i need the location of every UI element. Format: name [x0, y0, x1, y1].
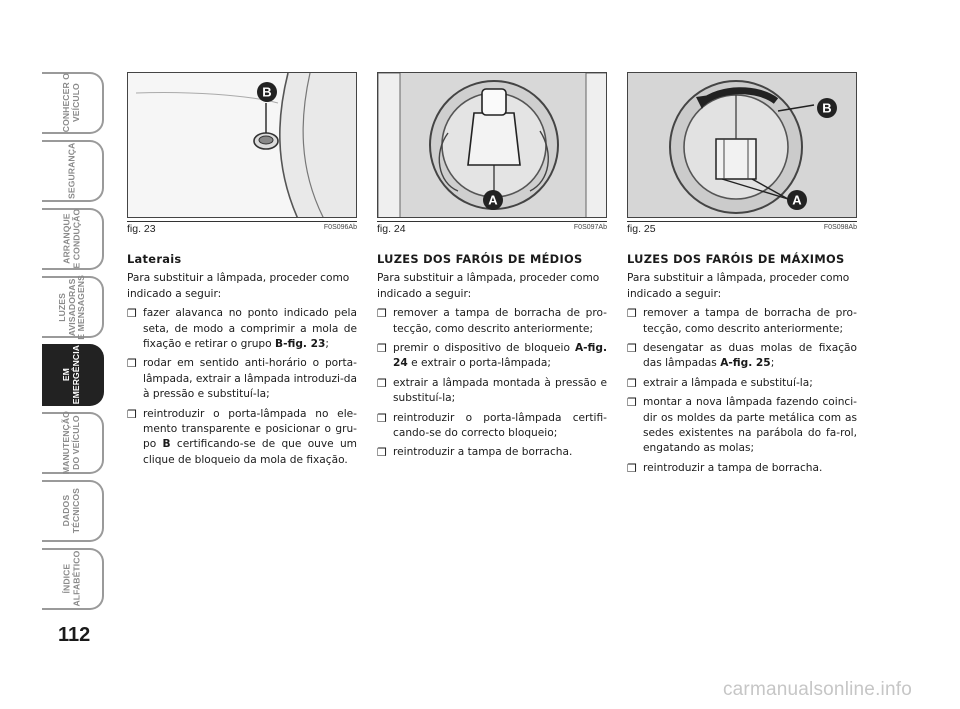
- list-item: [377, 445, 607, 460]
- figure-label: fig. 23: [127, 223, 156, 235]
- section-intro: Para substituir a lâmpada, proceder como indicado a seguir:: [377, 272, 600, 300]
- side-light-illustration: [128, 73, 357, 218]
- checkbox-bullet-icon: ❒: [127, 357, 137, 371]
- section-intro: Para substituir a lâmpada, proceder como indicado a seguir:: [127, 272, 350, 300]
- figure-reference: A-fig. 24: [393, 342, 607, 370]
- item-text: reintroduzir o porta-lâmpada no ele-mento transparente e posicionar o gru-po: [143, 407, 357, 451]
- tab-label: SEGURANÇA: [66, 142, 77, 200]
- item-text: reintroduzir a tampa de borracha.: [643, 461, 823, 474]
- item-text: reintroduzir o porta-lâmpada certifi-cando-se do correcto bloqueio;: [393, 411, 607, 440]
- main-beam-illustration: [628, 73, 857, 218]
- list-item: [627, 341, 857, 372]
- section-dipped-beam: [377, 252, 607, 465]
- section-side-lights: [127, 252, 357, 472]
- checkbox-bullet-icon: ❒: [377, 342, 387, 356]
- list-item: [627, 461, 857, 476]
- figure-reference: B-fig. 23: [275, 338, 326, 351]
- figure-reference: B: [162, 438, 171, 451]
- tab-conhecer-o-veiculo[interactable]: [42, 72, 104, 134]
- tab-manutencao-do-veiculo[interactable]: [42, 412, 104, 474]
- item-text: fazer alavanca no ponto indicado pela seta, de modo a comprimir a mola de fixação e retirar o grupo: [143, 307, 357, 351]
- tab-label: ÍNDICE ALFABÉTICO: [61, 551, 81, 607]
- list-item: [627, 395, 857, 457]
- tab-indice-alfabetico[interactable]: [42, 548, 104, 610]
- figure-caption: [127, 221, 357, 235]
- callout-a: [482, 189, 504, 211]
- tab-label: MANUTENÇÃO DO VEÍCULO: [61, 411, 81, 475]
- item-text: extrair a lâmpada montada à pressão e substituí-la;: [393, 376, 607, 405]
- section-intro: Para substituir a lâmpada, proceder como indicado a seguir:: [627, 272, 850, 300]
- watermark: carmanualsonline.info: [722, 679, 912, 700]
- item-text: extrair a lâmpada e substituí-la;: [643, 376, 813, 389]
- item-text: remover a tampa de borracha de pro-tecção, como descrito anteriormente;: [393, 307, 607, 335]
- tab-label: LUZES AVISADORAS E MENSAGENS: [56, 274, 86, 340]
- tab-label: EM EMERGÊNCIA: [61, 345, 81, 405]
- item-text: rodar em sentido anti-horário o porta-lâmpada, extrair a lâmpada introduzi-da à pressão e substituí-la;: [143, 357, 358, 401]
- list-item: [127, 356, 357, 402]
- section-heading: LUZES DOS FARÓIS DE MÉDIOS: [377, 252, 583, 266]
- tab-seguranca[interactable]: [42, 140, 104, 202]
- figure-code: F0S096Ab: [323, 224, 357, 231]
- figure-25-main-beam: [627, 72, 857, 218]
- checkbox-bullet-icon: ❒: [627, 342, 637, 356]
- item-tail: certificando-se de que ouve um clique de bloqueio da mola de fixação.: [143, 438, 357, 466]
- section-main-beam: [627, 252, 857, 480]
- figure-caption: [627, 221, 857, 235]
- figure-label: fig. 24: [377, 223, 406, 235]
- item-text: premir o dispositivo de bloqueio: [393, 342, 575, 355]
- checkbox-bullet-icon: ❒: [127, 307, 137, 321]
- list-item: [127, 407, 357, 469]
- callout-b: [816, 97, 838, 119]
- tab-label: DADOS TÉCNICOS: [61, 488, 81, 534]
- item-text: remover a tampa de borracha de pro-tecção, como descrito anteriormente;: [643, 307, 857, 335]
- instruction-list: [627, 306, 857, 476]
- figure-caption: [377, 221, 607, 235]
- checkbox-bullet-icon: ❒: [377, 446, 387, 460]
- checkbox-bullet-icon: ❒: [627, 461, 637, 475]
- callout-b: [256, 81, 278, 103]
- instruction-list: [127, 306, 357, 468]
- checkbox-bullet-icon: ❒: [377, 411, 387, 425]
- list-item: [377, 306, 607, 337]
- figure-label: fig. 25: [627, 223, 656, 235]
- checkbox-bullet-icon: ❒: [377, 376, 387, 390]
- callout-letter: A: [488, 192, 498, 208]
- list-item: [627, 376, 857, 391]
- checkbox-bullet-icon: ❒: [127, 407, 137, 421]
- checkbox-bullet-icon: ❒: [627, 396, 637, 410]
- item-tail: e extrair o porta-lâmpada;: [407, 357, 551, 370]
- list-item: [377, 341, 607, 372]
- tab-em-emergencia[interactable]: [42, 344, 104, 406]
- checkbox-bullet-icon: ❒: [627, 376, 637, 390]
- list-item: [127, 306, 357, 352]
- item-text: montar a nova lâmpada fazendo coinci-dir os moldes da parte metálica com as sedes existentes na parábola do fa-rol, engatando as molas;: [643, 396, 857, 455]
- checkbox-bullet-icon: ❒: [377, 307, 387, 321]
- item-text: reintroduzir a tampa de borracha.: [393, 446, 573, 459]
- figure-24-dipped-beam: [377, 72, 607, 218]
- callout-letter: A: [792, 192, 802, 208]
- tab-label: ARRANQUE E CONDUÇÃO: [61, 209, 81, 269]
- checkbox-bullet-icon: ❒: [627, 307, 637, 321]
- figure-code: F0S097Ab: [573, 224, 607, 231]
- figure-code: F0S098Ab: [823, 224, 857, 231]
- section-heading: LUZES DOS FARÓIS DE MÁXIMOS: [627, 252, 845, 266]
- tab-label: CONHECER O VEÍCULO: [61, 73, 81, 133]
- callout-letter: B: [262, 84, 272, 100]
- item-text: desengatar as duas molas de fixação das lâmpadas: [643, 342, 857, 370]
- callout-letter: B: [822, 100, 832, 116]
- figure-23-side-light: [127, 72, 357, 218]
- list-item: [377, 376, 607, 407]
- list-item: [627, 306, 857, 337]
- section-heading: Laterais: [127, 252, 182, 266]
- callout-a: [786, 189, 808, 211]
- item-tail: ;: [770, 357, 775, 370]
- item-tail: ;: [325, 338, 329, 351]
- figure-reference: A-fig. 25: [720, 357, 771, 370]
- tab-arranque-e-conducao[interactable]: [42, 208, 104, 270]
- instruction-list: [377, 306, 607, 461]
- tab-dados-tecnicos[interactable]: [42, 480, 104, 542]
- list-item: [377, 411, 607, 442]
- page-number: 112: [58, 624, 91, 646]
- tab-luzes-avisadoras[interactable]: [42, 276, 104, 338]
